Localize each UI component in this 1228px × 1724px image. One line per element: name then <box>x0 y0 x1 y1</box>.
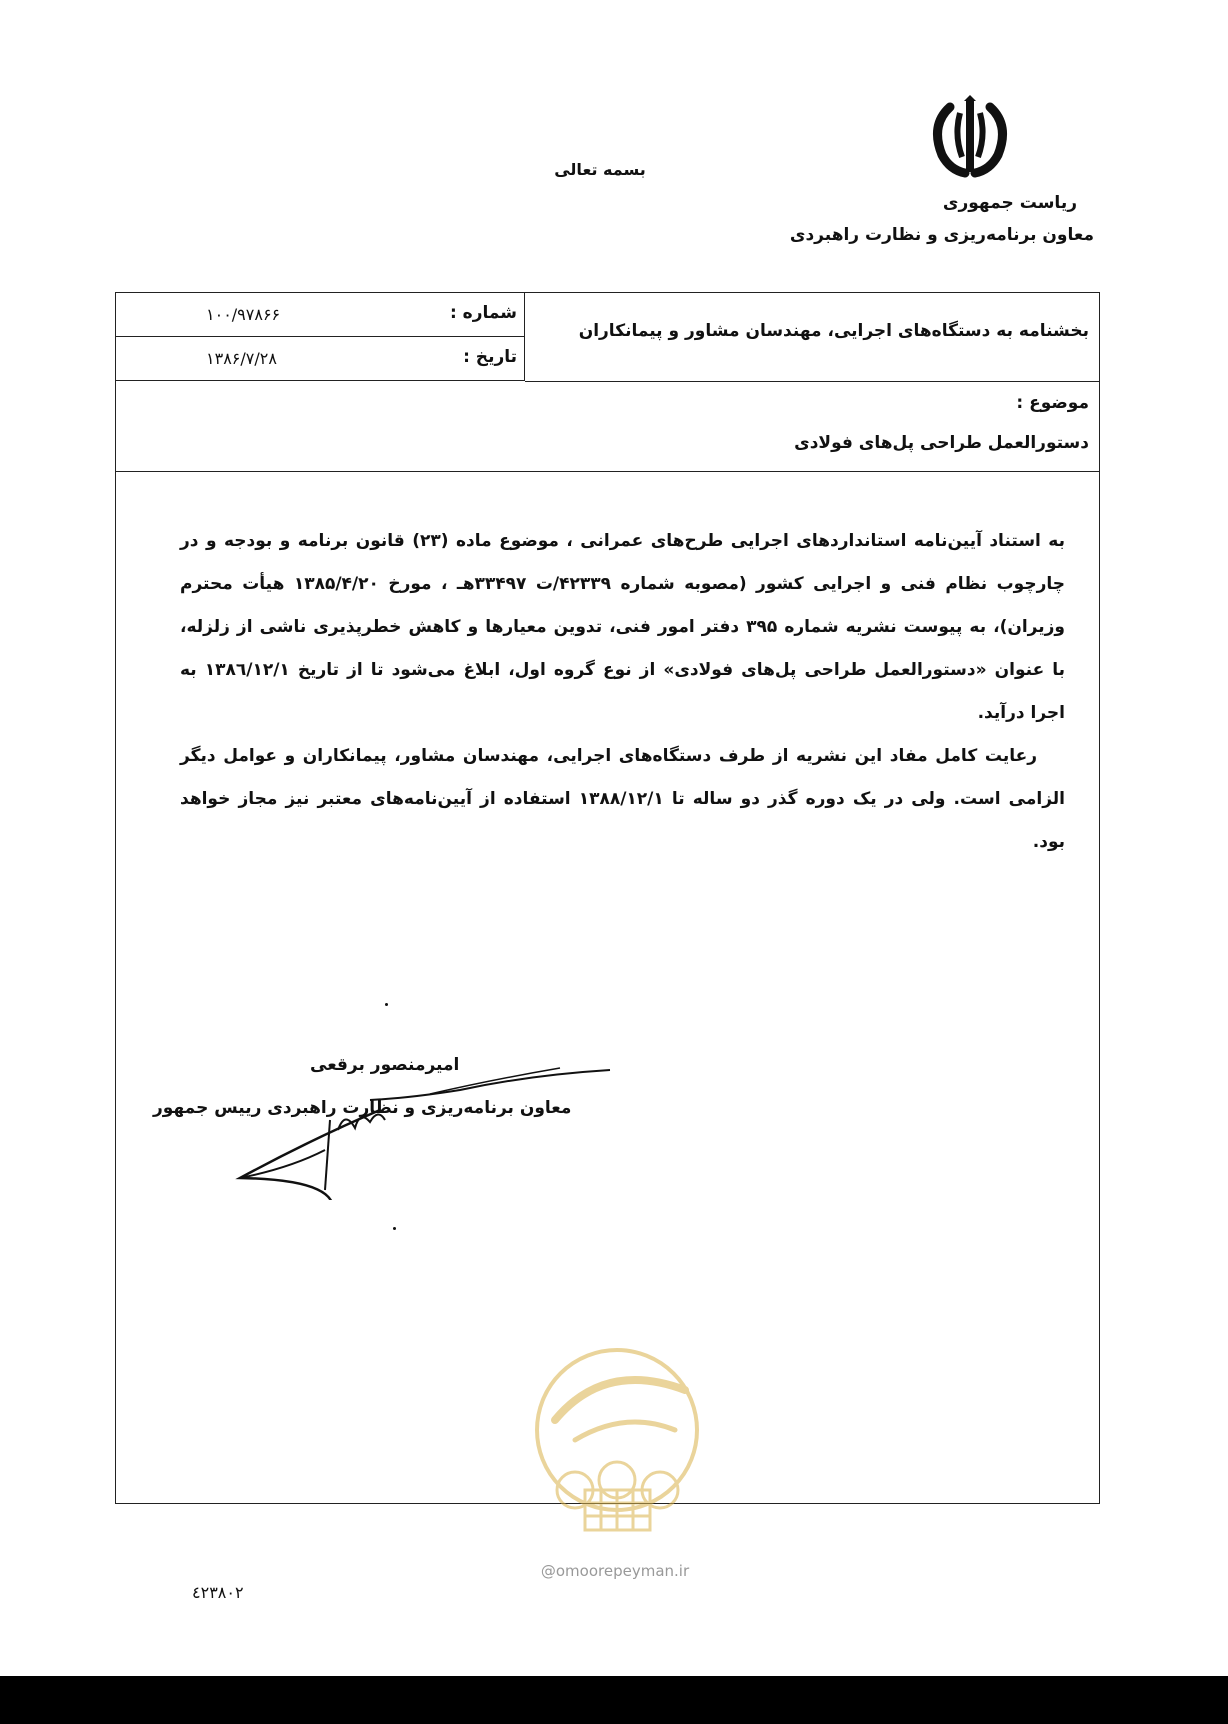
body-paragraph-2: رعایت کامل مفاد این نشریه از طرف دستگاه‌های اجرایی، مهندسان مشاور، پیمانکاران و عوامل دیگر الزامی است. ولی در یک دوره گذر دو ساله تا ۱۳۸۸/۱۲/۱ استفاده از آیین‌نامه‌های معتبر نیز مجاز خواهد بود. <box>180 746 1065 852</box>
number-label: شماره : <box>449 303 517 323</box>
letter-body <box>180 520 1065 864</box>
recipients-line: بخشنامه به دستگاه‌های اجرایی، مهندسان مشاور و پیمانکاران <box>578 321 1089 341</box>
meta-row-number <box>116 293 525 337</box>
subject-label: موضوع : <box>1016 393 1089 413</box>
body-p1-after: » از نوع گروه اول، ابلاغ می‌شود تا از تاریخ ۱۳۸٦/۱۲/۱ به اجرا درآید. <box>180 660 1065 723</box>
signer-name: امیرمنصور برقعی <box>310 1055 460 1075</box>
body-p1-before: به استناد آیین‌نامه استانداردهای اجرایی طرح‌های عمرانی ، موضوع ماده (۲۳) قانون برنامه و بودجه و در چارچوب نظام فنی و اجرایی کشور (مصوبه شماره ۴۲۳۳۹/ت ۳۳۴۹۷هـ ، مورخ ۱۳۸۵/۴/۲۰ هیأت محترم وزیران)، به پیوست نشریه شماره ۳۹۵ دفتر امور فنی، تدوین معیارها و کاهش خطرپذیری ناشی از زلزله، با عنوان « <box>180 531 1065 680</box>
org-deputy: معاون برنامه‌ریزی و نظارت راهبردی <box>789 225 1094 245</box>
footer-code: ٤٢٣٨٠٢ <box>192 1583 244 1602</box>
body-p1-title: دستورالعمل طراحی پل‌های فولادی <box>674 660 976 680</box>
number-value: ۱۰۰/۹۷۸۶۶ <box>206 305 281 324</box>
body-paragraph-1 <box>180 520 1065 735</box>
ink-dot <box>393 1227 396 1230</box>
signer-title: معاون برنامه‌ریزی و نظارت راهبردی رییس جمهور <box>153 1098 572 1118</box>
letter-frame <box>115 292 1100 1504</box>
bottom-bar <box>0 1676 1228 1724</box>
meta-row-date <box>116 337 525 381</box>
meta-block <box>116 293 525 381</box>
divider <box>525 381 1099 382</box>
date-value: ۱۳۸۶/۷/۲۸ <box>206 349 277 368</box>
divider <box>116 471 1099 472</box>
ink-dot <box>385 1003 388 1006</box>
date-label: تاریخ : <box>463 347 517 367</box>
watermark-handle: @omoorepeyman.ir <box>540 1562 690 1580</box>
org-name: ریاست جمهوری <box>942 193 1077 213</box>
omoorepeyman-watermark-logo-icon <box>515 1340 720 1540</box>
subject-text: دستورالعمل طراحی پل‌های فولادی <box>794 433 1089 453</box>
bismillah-heading: بسمه تعالی <box>554 160 646 179</box>
handwritten-signature-icon <box>230 1050 630 1200</box>
iran-emblem-icon <box>920 95 1020 185</box>
